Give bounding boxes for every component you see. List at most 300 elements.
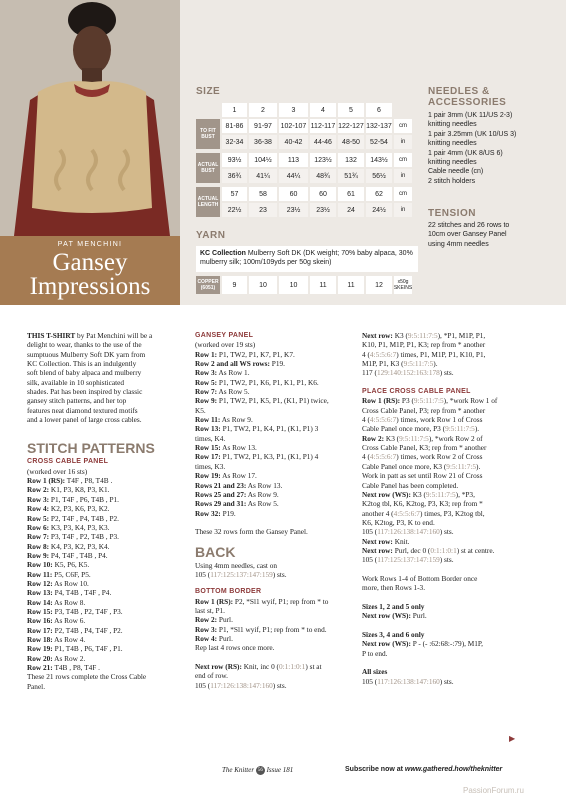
gansey-row [195,452,345,461]
pattern-row [27,532,177,541]
row-text: end of row. [195,671,228,681]
intro-line: delight to wear, thanks to the use of the [27,340,142,350]
gansey-complete: These 32 rows form the Gansey Panel. [195,527,308,537]
row-label: Row 8: [27,541,50,551]
pattern-row [27,514,177,523]
row-label: Row 2 and all WS rows: [195,359,270,369]
text: ) sts. [272,680,287,690]
rep-line: Rep last 4 rows once more. [195,643,275,653]
row-text: P1, TW2, P1, K6, P1, K1, P1, K6. [217,377,319,387]
pattern-row [27,560,177,569]
row-label: Row 3: [27,494,50,504]
text: K3 ( [410,489,426,499]
subscribe-text: Subscribe now at [345,766,405,773]
text-line: K2tog tbl, K6, K2tog, P3, K3; rep from * [362,499,483,509]
skeins-unit: x50g SKEINS [394,276,412,294]
intro-line: and a lower panel of large cross cables. [27,415,142,425]
pattern-row [27,495,177,504]
row-text: Purl. [217,633,233,643]
text-line: P to end. [362,648,388,658]
column-3 [362,331,522,686]
sizes-heading: All sizes [362,667,388,677]
row-label: Rows 29 and 31: [195,499,247,509]
to-fit-in-6: 52-54 [366,135,392,149]
text: ) sts. [272,569,287,579]
tension-line: 22 stitches and 26 rows to [428,222,510,229]
size-col-3: 3 [279,103,308,117]
pattern-row [27,551,177,560]
subscribe-link[interactable]: www.gathered.how/theknitter [404,766,503,773]
row-text: P1, T4B , P6, T4F , P1. [52,644,123,654]
row-text: As Row 13. [220,443,257,453]
model-photo [0,0,180,236]
to-fit-bust-label: TO FIT BUST [196,119,220,149]
stitch-patterns-heading: STITCH PATTERNS [27,440,155,457]
row-label: Row 10: [27,560,53,570]
text: 105 ( [362,555,378,565]
yarn-desc: Mulberry Soft DK (DK weight; 70% baby alpaca, 30% mulberry silk; 100m/109yds per 50g skein) [200,250,413,266]
row-text: As Row 8. [52,597,86,607]
row-text: K4, P3, K2, P3, K4. [49,541,110,551]
pattern-row [27,616,177,625]
size-values: 9:5:11:7:5 [425,489,456,499]
watermark: PassionForum.ru [463,786,524,795]
tension-heading: TENSION [428,208,476,219]
row-label: Next row (WS): [362,489,411,499]
footer-subscribe [345,766,502,773]
back-line: Using 4mm needles, cast on [195,560,278,570]
size-col-4: 4 [310,103,336,117]
back-heading: BACK [195,543,236,560]
text: 105 ( [195,680,211,690]
pattern-row [27,626,177,635]
text: ) sts. [439,527,454,537]
column-2 [195,331,345,690]
text: ) st at centre. [456,545,495,555]
row-label: Row 7: [27,532,50,542]
needles-line: knitting needles [428,159,477,167]
pattern-row [27,644,177,653]
to-fit-in-2: 36-38 [249,135,277,149]
unit-in: in [394,203,412,217]
size-values: 117:125:137:147:159 [210,569,273,579]
row-label: Row 5: [195,377,218,387]
to-fit-in-1: 32-34 [222,135,247,149]
size-col-1: 1 [222,103,247,117]
actual-bust-in-4: 48¾ [310,169,336,183]
pattern-row [27,654,177,663]
gansey-row [195,415,345,424]
gansey-row [195,378,345,387]
intro-line: by Pat Menchini will be a [75,331,153,340]
text-line: Cable Panel has been completed. [362,480,459,490]
gansey-row [195,406,345,415]
text: P3 ( [400,396,414,406]
size-values: 9:5:11:7:5 [446,461,477,471]
row-label: Row 19: [195,471,221,481]
skeins-2: 10 [249,276,277,294]
pattern-row [27,635,177,644]
row-text: ) st at [305,662,322,671]
row-text: As Row 1. [217,368,250,378]
row-label: Next row (RS): [195,662,242,671]
actual-bust-in-1: 36¾ [222,169,247,183]
to-fit-cm-5: 122-127 [338,119,364,133]
row-text: last st, P1. [195,605,226,615]
actual-bust-cm-3: 113 [279,153,308,167]
yarn-description [196,246,418,272]
row-text: As Row 9. [246,489,279,499]
row-text: As Row 13. [246,480,283,490]
pattern-row [27,663,177,672]
text-line: Work in patt as set until Row 21 of Cross [362,471,483,481]
row-text: K5. [195,405,206,415]
row-label: Row 17: [195,452,221,462]
gansey-row [195,509,345,518]
gansey-row [195,359,345,368]
row-text: T4B , P8, T4F . [52,663,100,672]
actual-bust-in-2: 41¼ [249,169,277,183]
skeins-4: 11 [310,276,336,294]
row-text: As Row 5. [246,499,279,509]
gansey-row [195,499,345,508]
row-label: Row 15: [27,606,53,616]
text-line: Work Rows 1-4 of Bottom Border once [362,573,478,583]
text: 4 ( [362,415,370,425]
pattern-row [27,607,177,616]
text: Purl. [410,611,427,621]
size-values: 4:5:5:6:7 [393,508,420,518]
size-values: 129:140:152:163:178 [376,368,440,378]
row-label: Next row: [362,536,393,546]
size-col-5: 5 [338,103,364,117]
gansey-row [195,481,345,490]
actual-bust-in-5: 51¾ [338,169,364,183]
skeins-6: 12 [366,276,392,294]
size-heading: SIZE [196,86,221,97]
row-label: Next row: [362,545,393,555]
row-label: Row 2: [27,485,50,495]
yarn-color-label: COPPER (6051) [196,276,220,294]
row-text: P5, C6F, P5. [52,569,91,579]
row-text: Purl. [217,615,233,625]
page-title-line2: Impressions [29,273,151,300]
actual-length-label: ACTUAL LENGTH [196,187,220,217]
needles-line: Cable needle (cn) [428,168,484,176]
row-label: Row 5: [27,513,50,523]
text: 4 ( [362,349,370,359]
intro-line: gansey stitch patterns, and her top [27,396,127,406]
magazine-name: The Knitter [222,766,256,775]
text: Knit. [392,536,410,546]
row-text: P1, TW2, P1, K3, P1, (K1, P1) 4 [220,452,319,462]
text: ) times, work Row 2 of Cross [396,452,483,462]
text: Cable Panel once more, K3 ( [362,461,447,471]
row-text: P1, TW2, P1, K4, P1, (K1, P1) 3 [220,424,319,434]
size-values: 9:5:11:7:5 [445,424,475,434]
pattern-row [27,485,177,494]
row-label: Next row: [362,331,393,340]
actual-length-cm-1: 57 [222,187,247,201]
row-text: P2, *Sl1 wyif, P1; rep from * to [233,596,329,606]
row-label: Row 15: [195,443,221,453]
page-number: 56 [257,768,263,773]
tension-line: using 4mm needles [428,240,489,248]
to-fit-cm-4: 112-117 [310,119,336,133]
gansey-row [195,350,345,359]
cross-cable-complete: Panel. [27,681,46,691]
row-text: Knit, inc 0 ( [241,662,279,671]
row-label: Row 1 (RS): [362,396,401,406]
row-text: P1, TW2, P1, K5, P1, (K1, P1) twice, [217,396,329,406]
intro-line: KC Collection. This is an indulgently [27,359,137,369]
intro-line: sumptuous Mulberry Soft DK yarn from [27,349,146,359]
size-values: 117:126:138:147:160 [377,676,440,686]
pattern-row [27,476,177,485]
size-values: 9:5:11:7:5 [407,331,438,340]
row-text: As Row 4. [52,634,86,644]
intro-lead: THIS T-SHIRT [27,331,76,340]
needles-line: 2 stitch holders [428,177,476,185]
text: ), *work Row 1 of [443,396,498,406]
row-text: P19. [269,359,285,369]
actual-bust-in-6: 56½ [366,169,392,183]
row-label: Row 32: [195,508,221,518]
text: Cable Panel once more, P3 ( [362,424,446,434]
size-col-2: 2 [249,103,277,117]
text-line: Cross Cable Panel, P3; rep from * another [362,405,486,415]
row-label: Row 3: [195,368,218,378]
actual-bust-cm-4: 123½ [310,153,336,167]
size-values: 9:5:11:7:5 [413,396,444,406]
pattern-row [27,588,177,597]
text: 4 ( [362,452,370,462]
gansey-row [195,396,345,405]
designer-name: PAT MENCHINI [57,241,123,248]
actual-bust-cm-6: 143½ [366,153,392,167]
text-line: more, then Rows 1-3. [362,583,426,593]
page-title-line1: Gansey [52,249,128,276]
size-values: 4:5:5:6:7 [369,452,397,462]
actual-length-in-2: 23 [249,203,277,217]
actual-length-cm-3: 60 [279,187,308,201]
row-label: Row 11: [195,415,221,425]
tension-text [428,221,558,249]
footer [0,762,566,782]
actual-length-cm-6: 62 [366,187,392,201]
needles-line: 1 pair 3.25mm (UK 10/US 3) [428,130,517,138]
title-box [0,236,180,305]
text: 105 ( [195,569,211,579]
actual-bust-label: ACTUAL BUST [196,153,220,183]
row-text: P1, *Sl1 wyif, P1; rep from * to end. [217,624,327,634]
unit-cm: cm [394,153,412,167]
row-label: Row 19: [27,644,53,654]
text: P - (- :62:68:-:79), M1P, [410,639,483,649]
to-fit-in-3: 40-42 [279,135,308,149]
to-fit-cm-1: 81-86 [222,119,247,133]
issue-number: Issue 181 [264,766,294,775]
footer-magazine [222,766,293,775]
pattern-row [27,504,177,513]
to-fit-cm-6: 132-137 [366,119,392,133]
size-values: 117:126:138:147:160 [210,680,273,690]
text: ) times, P1, M1P, P1, K10, P1, [396,349,486,359]
text: ) times, work Row 1 of Cross [396,415,483,425]
row-text: K5, P6, K5. [52,560,90,570]
text: ) times, P3, K2tog tbl, [419,508,485,518]
pattern-row [27,523,177,532]
pattern-row [27,570,177,579]
row-label: Row 21: [27,663,53,672]
row-label: Row 13: [195,424,221,434]
actual-bust-in-3: 44¼ [279,169,308,183]
row-text: P1, T4F , P6, T4B , P1. [49,494,119,504]
row-label: Row 3: [195,624,218,634]
needles-line: 1 pair 4mm (UK 8/US 6) [428,149,503,157]
yarn-brand: KC Collection [200,250,246,257]
unit-in: in [394,135,412,149]
text-line: K10, P1, M1P, P1, K3; rep from * another [362,340,486,350]
row-label: Row 2: [195,615,218,625]
intro-line: silk, available in 10 sophisticated [27,377,125,387]
row-text: P4, T4F , T4B , P4. [49,550,108,560]
yarn-heading: YARN [196,230,226,241]
column-1 [27,331,177,691]
text: 117 ( [362,368,377,378]
size-values: 117:125:137:147:159 [377,555,440,565]
row-text: P2, T4B , P4, T4F , P2. [52,625,123,635]
row-text: times, K4. [195,433,226,443]
row-text: As Row 5. [217,387,250,397]
actual-length-in-3: 23½ [279,203,308,217]
actual-bust-cm-5: 132 [338,153,364,167]
actual-bust-cm-2: 104½ [249,153,277,167]
pattern-row [27,542,177,551]
row-label: Row 13: [27,588,53,598]
cross-cable-heading: CROSS CABLE PANEL [27,458,109,466]
skeins-1: 9 [222,276,247,294]
size-values: 4:5:5:6:7 [369,349,397,359]
actual-length-in-1: 22½ [222,203,247,217]
row-text: P3, T4B , P2, T4F , P3. [52,606,123,616]
tension-line: 10cm over Gansey Panel [428,231,507,239]
row-text: As Row 2. [52,653,86,663]
pattern-row [27,579,177,588]
gansey-row [195,387,345,396]
needles-heading [428,86,558,108]
row-text: P4, T4B , T4F , P4. [52,588,112,598]
text-line: Cross Cable Panel, K3; rep from * another [362,443,487,453]
text: ), *P1, M1P, P1, [437,331,486,340]
row-text: P19. [220,508,236,518]
continue-arrow-icon: ▶ [509,734,516,743]
row-label: Row 17: [27,625,53,635]
row-text: K2, P3, K6, P3, K2. [49,504,110,514]
unit-cm: cm [394,119,412,133]
cross-cable-complete: These 21 rows complete the Cross Cable [27,672,147,682]
actual-length-cm-4: 60 [310,187,336,201]
row-label: Row 12: [27,578,53,588]
pattern-row [27,598,177,607]
size-values: 9:5:11:7:5 [403,359,434,369]
text: ) sts. [439,676,454,686]
row-text: As Row 9. [220,415,253,425]
actual-length-in-4: 23½ [310,203,336,217]
row-label: Next row (WS): [362,611,411,621]
gansey-row [195,434,345,443]
place-cable-heading: PLACE CROSS CABLE PANEL [362,388,471,396]
intro-line: features neat diamond textured motifs [27,405,138,415]
row-text: P1, TW2, P1, K7, P1, K7. [217,349,295,359]
gansey-row [195,424,345,433]
size-values: 0:1:1:0:1 [278,662,306,671]
row-text: As Row 17. [220,471,257,481]
sizes-heading: Sizes 3, 4 and 6 only [362,630,425,639]
to-fit-cm-2: 91-97 [249,119,277,133]
back-line [195,570,345,579]
row-text: T4F , P8, T4B . [65,476,113,486]
text: ) sts. [439,555,454,565]
row-label: Rows 21 and 23: [195,480,247,490]
to-fit-in-4: 44-46 [310,135,336,149]
row-label: Row 9: [195,396,218,406]
row-label: Row 14: [27,597,53,607]
intro-line: shades. Pat has been inspired by classic [27,387,143,397]
row-label: Row 16: [27,616,53,626]
actual-bust-cm-1: 93½ [222,153,247,167]
gansey-row [195,443,345,452]
actual-length-cm-5: 61 [338,187,364,201]
text: K3 ( [384,433,400,443]
intro-line: soft blend of baby alpaca and mulberry [27,368,142,378]
actual-length-cm-2: 58 [249,187,277,201]
row-label: Next row (WS): [362,639,411,649]
size-values: 4:5:5:6:7 [369,415,397,425]
text: 105 ( [362,676,378,686]
text: Purl, dec 0 ( [392,545,431,555]
actual-length-in-5: 24 [338,203,364,217]
actual-length-in-6: 24½ [366,203,392,217]
to-fit-cm-3: 102-107 [279,119,308,133]
skeins-3: 10 [279,276,308,294]
skeins-5: 11 [338,276,364,294]
text: ), *work Row 2 of [428,433,483,443]
size-values: 9:5:11:7:5 [399,433,429,443]
text: ), *P3, [455,489,475,499]
gansey-row [195,368,345,377]
row-label: Row 18: [27,634,53,644]
size-values: 0:1:1:0:1 [430,545,457,555]
needles-line: knitting needles [428,121,477,129]
sizes-heading: Sizes 1, 2 and 5 only [362,601,425,611]
row-text: K3, P3, K4, P3, K3. [49,522,110,532]
model-photo-illustration [0,0,180,236]
text-line: K6, K2tog, P3, K to end. [362,517,435,527]
text: K3 ( [392,331,408,340]
text: ). [433,359,438,369]
cross-cable-note: (worked over 16 sts) [27,466,88,476]
needles-list [428,111,558,186]
text: 105 ( [362,527,378,537]
row-text: times, K3. [195,461,226,471]
row-text: As Row 6. [52,616,86,626]
row-text: P3, T4F , P2, T4B , P3. [49,532,119,542]
row-text: P2, T4F , P4, T4B , P2. [49,513,119,523]
size-col-6: 6 [366,103,392,117]
text: M1P, P1, K3 ( [362,359,404,369]
row-label: Row 20: [27,653,53,663]
